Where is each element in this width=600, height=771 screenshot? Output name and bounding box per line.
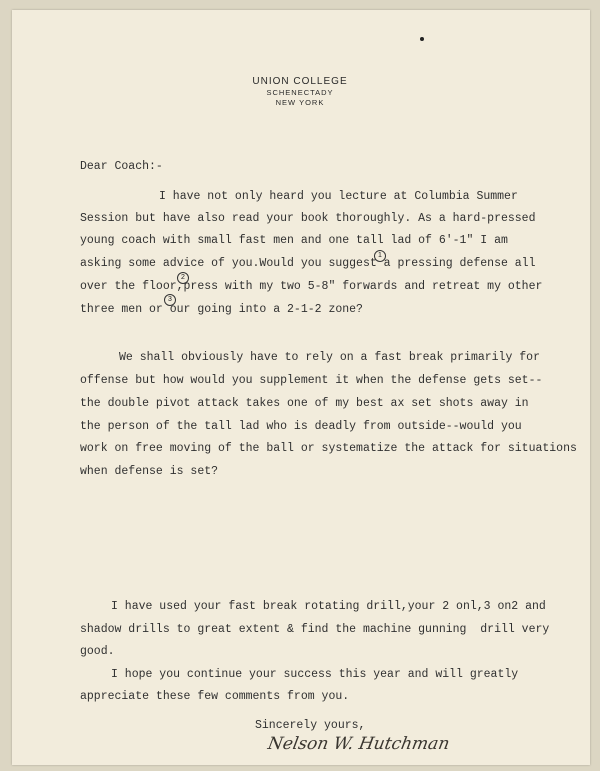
paragraph2-line: the person of the tall lad who is deadly from outside--would you: [80, 420, 522, 433]
letterhead-state: NEW YORK: [275, 98, 325, 107]
paragraph3-line: good.: [80, 645, 115, 658]
paragraph3-line: shadow drills to great extent & find the machine gunning drill very: [80, 623, 550, 636]
paragraph1-line: over the floor,press with my two 5-8" forwards and retreat my other: [80, 280, 543, 293]
paragraph1-line: Session but have also read your book thoroughly. As a hard-pressed: [80, 212, 536, 225]
closing: Sincerely yours,: [255, 719, 366, 732]
paragraph2-line: the double pivot attack takes one of my best ax set shots away in: [80, 397, 529, 410]
paragraph1-line: three men or our going into a 2-1-2 zone?: [80, 303, 363, 316]
letterhead-city: SCHENECTADY: [266, 88, 334, 97]
ink-dot: [420, 37, 424, 41]
paragraph1-line: asking some advice of you.Would you suggest a pressing defense all: [80, 257, 536, 270]
annotation-circle: 2: [177, 272, 189, 284]
paragraph4-line: I hope you continue your success this year and will greatly: [111, 668, 519, 681]
paragraph2-line: when defense is set?: [80, 465, 219, 478]
salutation: Dear Coach:-: [80, 160, 163, 173]
paragraph3-line: I have used your fast break rotating drill,your 2 onl,3 on2 and: [111, 600, 546, 613]
paragraph2-line: offense but how would you supplement it when the defense gets set--: [80, 374, 543, 387]
paragraph1-line: young coach with small fast men and one tall lad of 6'-1" I am: [80, 234, 508, 247]
paragraph2-line: We shall obviously have to rely on a fast break primarily for: [119, 351, 540, 364]
paragraph4-line: appreciate these few comments from you.: [80, 690, 350, 703]
annotation-circle: 3: [164, 294, 176, 306]
paragraph2-line: work on free moving of the ball or systematize the attack for situations: [80, 442, 577, 455]
annotation-circle: 1: [374, 250, 386, 262]
handwritten-signature: Nelson W. Hutchman: [266, 734, 452, 754]
paragraph1-line: I have not only heard you lecture at Columbia Summer: [159, 190, 518, 203]
letterhead-institution: UNION COLLEGE: [252, 76, 348, 87]
